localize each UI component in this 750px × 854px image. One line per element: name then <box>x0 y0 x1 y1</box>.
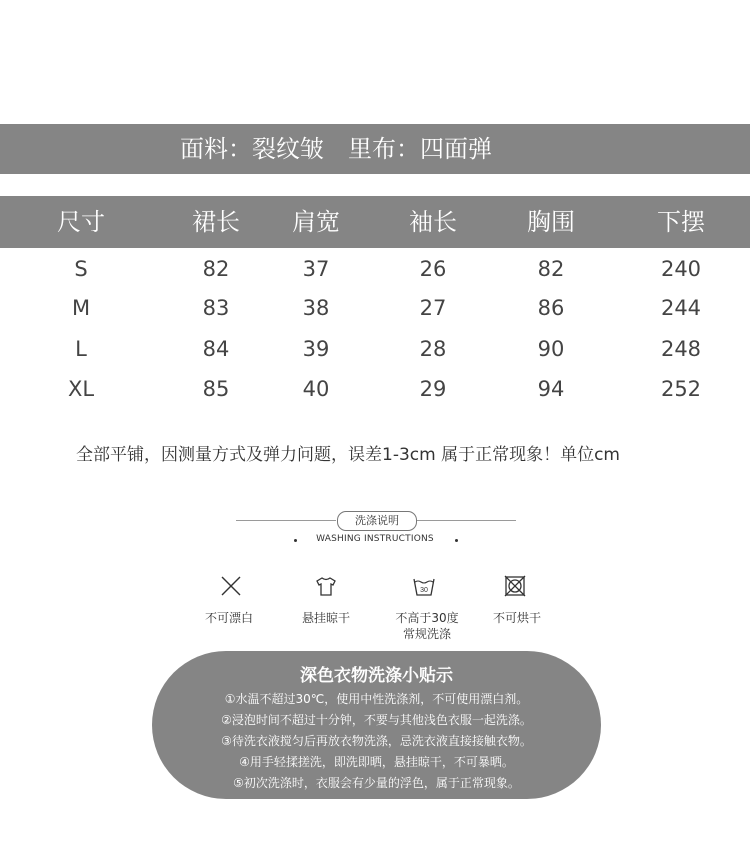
fabric-lining: 里布：四面弹 <box>348 135 492 163</box>
cell-dress-length: 84 <box>202 337 230 361</box>
table-row <box>0 330 750 368</box>
cell-hem: 240 <box>660 257 702 281</box>
tips-title: 深色衣物洗涤小贴示 <box>300 666 453 686</box>
table-row <box>0 289 750 327</box>
cell-shoulder: 40 <box>302 377 330 401</box>
table-row <box>0 250 750 288</box>
size-table-header <box>0 196 750 248</box>
cell-bust: 86 <box>537 296 565 320</box>
divider-right <box>416 520 516 521</box>
cell-bust: 94 <box>537 377 565 401</box>
header-size: 尺寸 <box>57 208 105 236</box>
tips-line: ①水温不超过30℃，使用中性洗涤剂，不可使用漂白剂。 <box>224 692 529 706</box>
header-bust: 胸围 <box>527 208 575 236</box>
cell-sleeve: 28 <box>419 337 447 361</box>
cell-shoulder: 39 <box>302 337 330 361</box>
cell-bust: 82 <box>537 257 565 281</box>
tips-line: ③待洗衣液搅匀后再放衣物洗涤，忌洗衣液直接接触衣物。 <box>221 734 532 748</box>
cell-sleeve: 29 <box>419 377 447 401</box>
hang-dry-icon <box>314 574 338 598</box>
dark-clothing-tips <box>152 651 601 799</box>
cell-hem: 248 <box>660 337 702 361</box>
cell-size: M <box>71 296 91 320</box>
tips-line: ②浸泡时间不超过十分钟，不要与其他浅色衣服一起洗涤。 <box>221 713 532 727</box>
no-tumble-dry-label: 不可烘干 <box>492 611 541 625</box>
header-dress-length: 裙长 <box>192 208 240 236</box>
tips-line: ⑤初次洗涤时，衣服会有少量的浮色，属于正常现象。 <box>233 776 520 790</box>
cell-sleeve: 27 <box>419 296 447 320</box>
cell-dress-length: 85 <box>202 377 230 401</box>
cell-size: S <box>74 257 88 281</box>
tips-line: ④用手轻揉搓洗，即洗即晒，悬挂晾干，不可暴晒。 <box>239 755 514 769</box>
no-bleach-label: 不可漂白 <box>204 611 253 625</box>
wash-30-label: 不高于30度 常规洗涤 <box>395 611 459 641</box>
cell-size: XL <box>67 377 95 401</box>
hang-dry-label: 悬挂晾干 <box>301 611 350 625</box>
header-hem: 下摆 <box>657 208 705 236</box>
wash-30-badge: 30 <box>420 587 428 594</box>
wash-30-icon <box>412 574 436 598</box>
cell-bust: 90 <box>537 337 565 361</box>
cell-shoulder: 37 <box>302 257 330 281</box>
cell-shoulder: 38 <box>302 296 330 320</box>
header-shoulder: 肩宽 <box>292 208 340 236</box>
header-sleeve: 袖长 <box>409 208 457 236</box>
washing-title: 洗涤说明 <box>337 511 417 531</box>
fabric-outer: 面料：裂纹皱 <box>180 135 324 163</box>
cell-hem: 244 <box>660 296 702 320</box>
no-tumble-dry-icon <box>503 574 527 598</box>
cell-hem: 252 <box>660 377 702 401</box>
cell-dress-length: 82 <box>202 257 230 281</box>
bullet-dot <box>455 539 458 542</box>
table-row <box>0 370 750 408</box>
measurement-note: 全部平铺，因测量方式及弹力问题，误差1-3cm 属于正常现象！单位cm <box>76 445 620 465</box>
divider-left <box>236 520 336 521</box>
cell-dress-length: 83 <box>202 296 230 320</box>
cell-sleeve: 26 <box>419 257 447 281</box>
fabric-info-bar <box>0 124 750 174</box>
washing-subtitle: WASHING INSTRUCTIONS <box>316 534 434 544</box>
no-bleach-icon <box>219 574 243 598</box>
cell-size: L <box>75 337 87 361</box>
